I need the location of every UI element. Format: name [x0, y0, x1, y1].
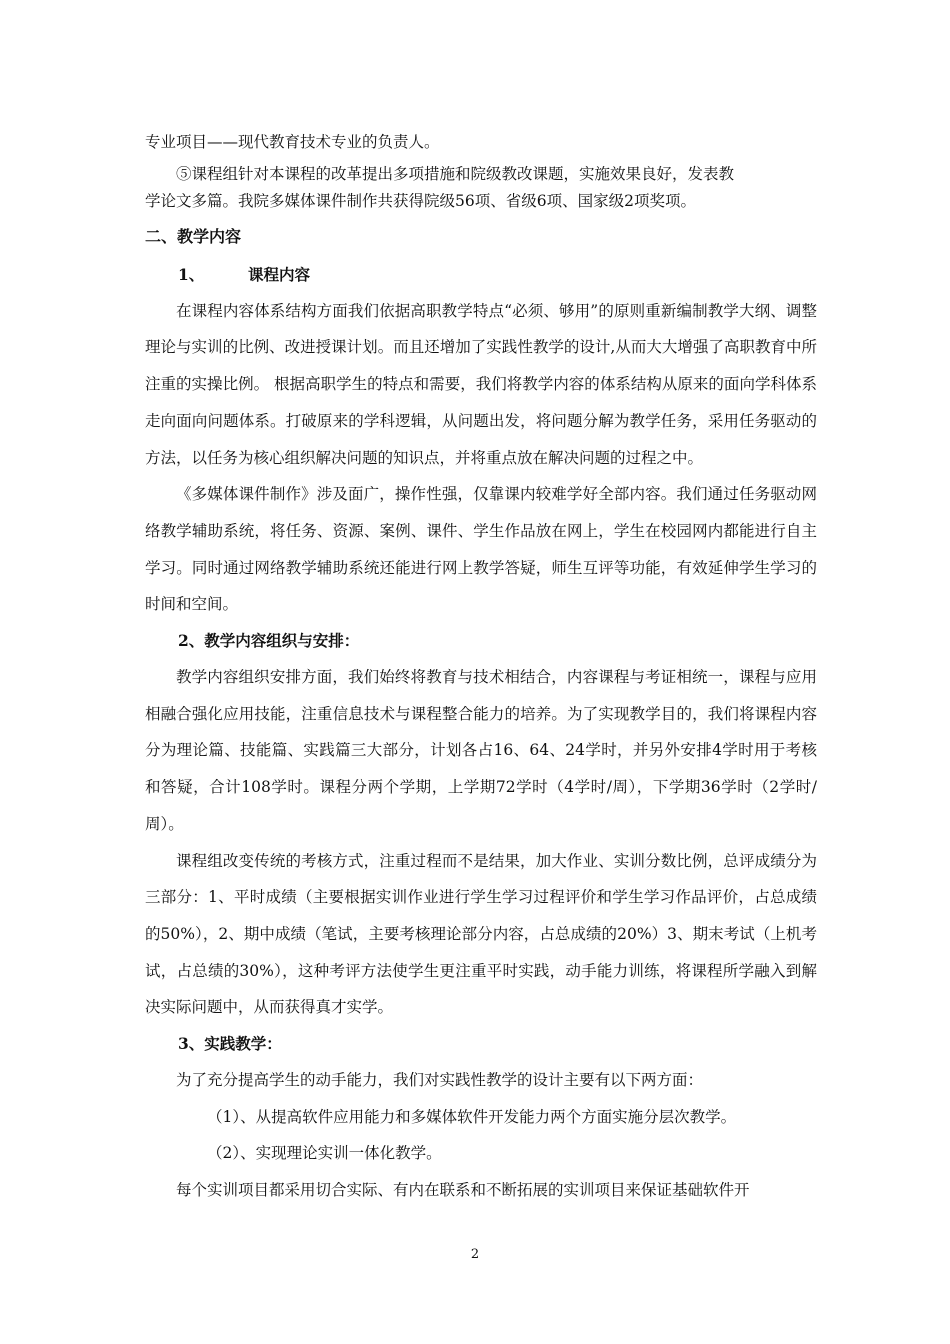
paragraph-practice-projects: 每个实训项目都采用切合实际、有内在联系和不断拓展的实训项目来保证基础软件开	[176, 1181, 750, 1200]
subheading-organization: 2、教学内容组织与安排：	[178, 631, 360, 651]
list-item-practice-1: （1）、从提高软件应用能力和多媒体软件开发能力两个方面实施分层次教学。	[207, 1107, 737, 1126]
paragraph-achievements-line1: ⑤课程组针对本课程的改革提出多项措施和院级教改课题，实施效果良好，发表教	[176, 164, 735, 183]
page-content	[145, 124, 817, 1209]
page-number: 2	[470, 1247, 480, 1262]
subheading-number: 1、	[178, 264, 205, 284]
paragraph-online-learning: 《多媒体课件制作》涉及面广，操作性强，仅靠课内较难学好全部内容。我们通过任务驱动网络教学辅助系统，将任务、资源、案例、课件、学生作品放在网上，学生在校园网内都能进行自主学习。同时通过网络教学辅助系统还能进行网上教学答疑，师生互评等功能，有效延伸学生学习的时间和空间。	[145, 485, 817, 614]
paragraph-course-structure: 在课程内容体系结构方面我们依据高职教学特点“必须、够用”的原则重新编制教学大纲、调整理论与实训的比例、改进授课计划。而且还增加了实践性教学的设计,从而大大增强了高职教育中所注重的实操比例。 根据高职学生的特点和需要，我们将教学内容的体系结构从原来的面向学科体系走向面向问题体系。打破原来的学科逻辑，从问题出发，将问题分解为教学任务，采用任务驱动的方法，以任务为核心组织解决问题的知识点，并将重点放在解决问题的过程之中。	[145, 301, 817, 467]
paragraph-continuation: 专业项目——现代教育技术专业的负责人。	[145, 133, 440, 151]
subheading-title: 课程内容	[248, 264, 311, 284]
subheading-practice: 3、实践教学：	[178, 1034, 282, 1054]
paragraph-achievements-line2: 学论文多篇。我院多媒体课件制作共获得院级56项、省级6项、国家级2项奖项。	[145, 191, 696, 210]
list-item-practice-2: （2）、实现理论实训一体化教学。	[207, 1144, 442, 1163]
paragraph-assessment: 课程组改变传统的考核方式，注重过程而不是结果，加大作业、实训分数比例，总评成绩分为三部分：1、平时成绩（主要根据实训作业进行学生学习过程评价和学生学习作品评价，占总成绩的50%），2、期中成绩（笔试，主要考核理论部分内容，占总成绩的20%）3、期末考试（上机考试，占总绩的30%），这种考评方法使学生更注重平时实践，动手能力训练，将课程所学融入到解决实际问题中，从而获得真才实学。	[145, 851, 817, 1017]
subheading-course-content	[145, 257, 817, 293]
paragraph-organization: 教学内容组织安排方面，我们始终将教育与技术相结合，内容课程与考证相统一，课程与应用相融合强化应用技能，注重信息技术与课程整合能力的培养。为了实现教学目的，我们将课程内容分为理论篇、技能篇、实践篇三大部分，计划各占16、64、24学时，并另外安排4学时用于考核和答疑，合计108学时。课程分两个学期，上学期72学时（4学时/周），下学期36学时（2学时/周）。	[145, 668, 817, 833]
section-heading-teaching-content: 二、教学内容	[145, 226, 242, 246]
paragraph-practice-intro: 为了充分提高学生的动手能力，我们对实践性教学的设计主要有以下两方面：	[176, 1071, 704, 1090]
